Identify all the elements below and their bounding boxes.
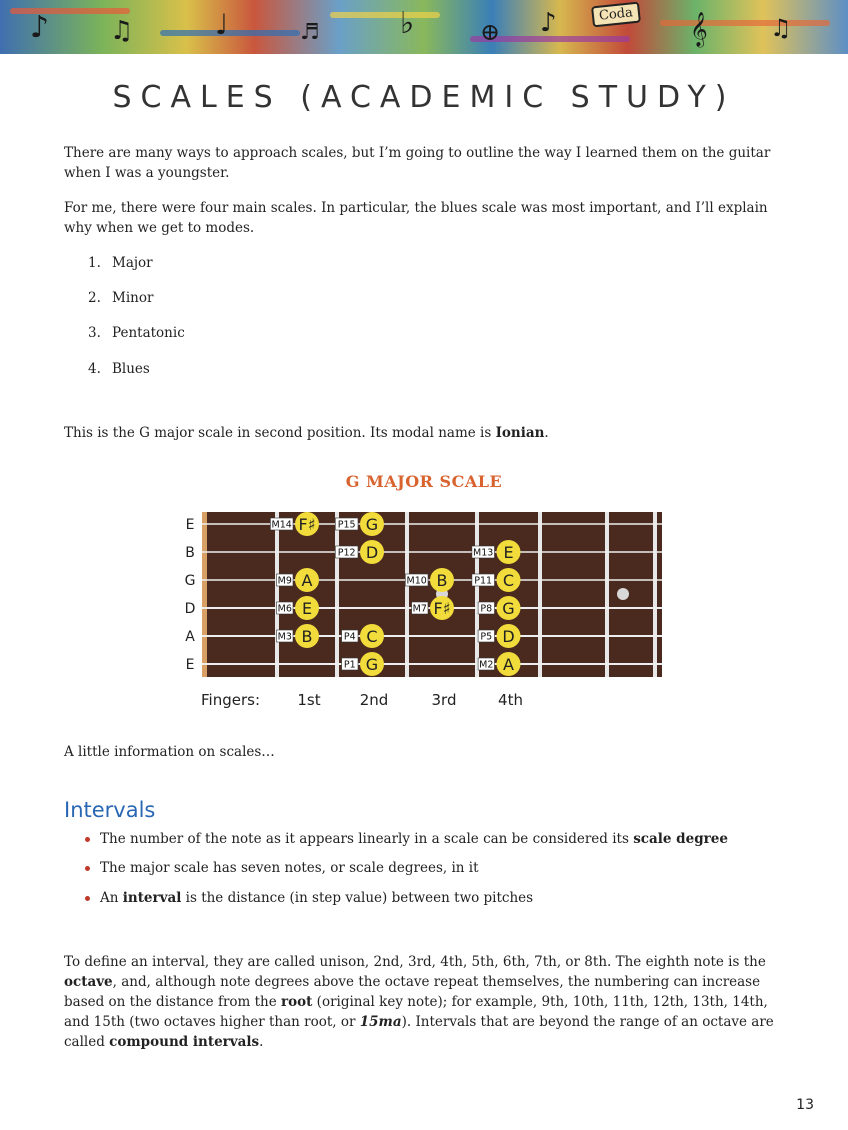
note-label: C: [502, 571, 515, 590]
bold-term: scale degree: [633, 831, 728, 847]
text-run: .: [259, 1034, 264, 1050]
text-run: An: [100, 890, 123, 906]
section-heading: Intervals: [64, 798, 156, 822]
interval-label: P1: [343, 659, 356, 671]
page-number: 13: [796, 1097, 814, 1113]
interval-label: M3: [277, 631, 292, 643]
interval-label: M10: [406, 575, 427, 587]
scales-paragraph: For me, there were four main scales. In particular, the blues scale was most important, and I’ll explain why when we get to modes.: [64, 200, 768, 236]
interval-label: M6: [277, 603, 292, 615]
text-run: is the distance (in step value) between two pitches: [181, 890, 534, 906]
fret-wire: [405, 512, 409, 677]
string-label: E: [185, 657, 195, 673]
list-label: Blues: [112, 361, 150, 377]
list-number: 1.: [88, 255, 101, 271]
interval-label: P5: [480, 631, 493, 643]
note-label: F♯: [433, 599, 451, 618]
fret-wire: [275, 512, 279, 677]
finger-label: 4th: [498, 691, 523, 709]
page-title: SCALES (ACADEMIC STUDY): [112, 80, 736, 115]
text-run: (original key note); for example, 9th, 10th, 11th, 12th, 13th, 14th, and 15th (two octaves higher than root, or: [64, 994, 768, 1030]
fret-wire: [335, 512, 339, 677]
string-label: E: [185, 517, 195, 533]
fret-wire: [538, 512, 542, 677]
text-run: This is the G major scale in second position. Its modal name is: [64, 425, 496, 441]
list-item: [88, 255, 153, 271]
note-label: G: [502, 599, 515, 618]
string-label: G: [184, 573, 196, 589]
finger-label: 2nd: [359, 691, 389, 709]
text-run: The major scale has seven notes, or scale degrees, in it: [100, 860, 479, 876]
text-run: ). Intervals that are beyond the range of an octave are called: [64, 1014, 774, 1050]
note-label: C: [366, 627, 378, 646]
list-number: 3.: [88, 325, 101, 341]
note-label: D: [502, 627, 515, 646]
interval-label: M7: [412, 603, 427, 615]
bullet-item: [100, 860, 479, 876]
info-paragraph: A little information on scales…: [64, 744, 275, 760]
list-item: [88, 361, 150, 377]
finger-label: 1st: [297, 691, 321, 709]
bold-term: compound intervals: [109, 1034, 260, 1050]
list-number: 2.: [88, 290, 101, 306]
fretboard-diagram: [170, 505, 690, 720]
bold-term: octave: [64, 974, 113, 990]
intro-paragraph: There are many ways to approach scales, but I’m going to outline the way I learned them on the guitar when I was a youngster.: [64, 145, 771, 181]
list-item: [88, 290, 153, 306]
note-label: B: [436, 571, 448, 590]
note-label: A: [301, 571, 313, 590]
fretboard-wood: [202, 512, 662, 677]
note-label: D: [365, 543, 379, 562]
interval-label: P8: [480, 603, 493, 615]
string-label: B: [185, 545, 195, 561]
coda-sign: Coda: [591, 2, 641, 28]
note-label: F♯: [298, 515, 316, 534]
bold-term: root: [281, 994, 313, 1010]
nut: [202, 512, 207, 677]
interval-label: P11: [474, 575, 493, 587]
string-label: D: [184, 601, 196, 617]
list-label: Major: [112, 255, 153, 271]
fret-wire: [653, 512, 657, 677]
fret-wire: [605, 512, 609, 677]
text-run: , and, although note degrees above the octave repeat themselves, the numbering can increase based on the distance from the: [64, 974, 761, 1010]
text-run: The number of the note as it appears linearly in a scale can be considered its: [100, 831, 634, 847]
list-item: [88, 325, 185, 341]
interval-label: P4: [343, 631, 356, 643]
note-label: E: [301, 599, 313, 618]
note-label: G: [365, 515, 379, 534]
fret-wire: [475, 512, 479, 677]
interval-definition-paragraph: [64, 952, 786, 1052]
interval-label: M2: [479, 659, 494, 671]
interval-label: P12: [337, 547, 356, 559]
fingers-label: Fingers:: [201, 691, 260, 709]
note-label: A: [503, 655, 514, 674]
note-label: G: [365, 655, 379, 674]
list-number: 4.: [88, 361, 101, 377]
bullet-item: [100, 890, 533, 906]
bold-term: Ionian: [495, 425, 545, 441]
inlay-dot: [617, 588, 629, 600]
text-run: To define an interval, they are called unison, 2nd, 3rd, 4th, 5th, 6th, 7th, or 8th. The eighth note is the: [64, 954, 766, 970]
interval-label: M13: [473, 547, 494, 559]
interval-label: M9: [277, 575, 292, 587]
interval-label: M14: [271, 519, 292, 531]
note-label: E: [503, 543, 514, 562]
interval-label: P15: [337, 519, 356, 531]
g-major-paragraph: [64, 423, 786, 443]
note-label: B: [301, 627, 313, 646]
list-label: Pentatonic: [112, 325, 185, 341]
decorative-banner: ♪ ♫ ♩ ♬ ♭ ⊕ ♪ 𝄞 ♫ Coda: [0, 0, 848, 54]
bullet-item: [100, 831, 728, 847]
string-label: A: [185, 629, 195, 645]
diagram-title: G MAJOR SCALE: [345, 472, 503, 491]
text-run: .: [544, 425, 549, 441]
bold-term: 15ma: [359, 1014, 402, 1030]
finger-label: 3rd: [431, 691, 457, 709]
list-label: Minor: [112, 290, 154, 306]
bold-term: interval: [122, 890, 182, 906]
